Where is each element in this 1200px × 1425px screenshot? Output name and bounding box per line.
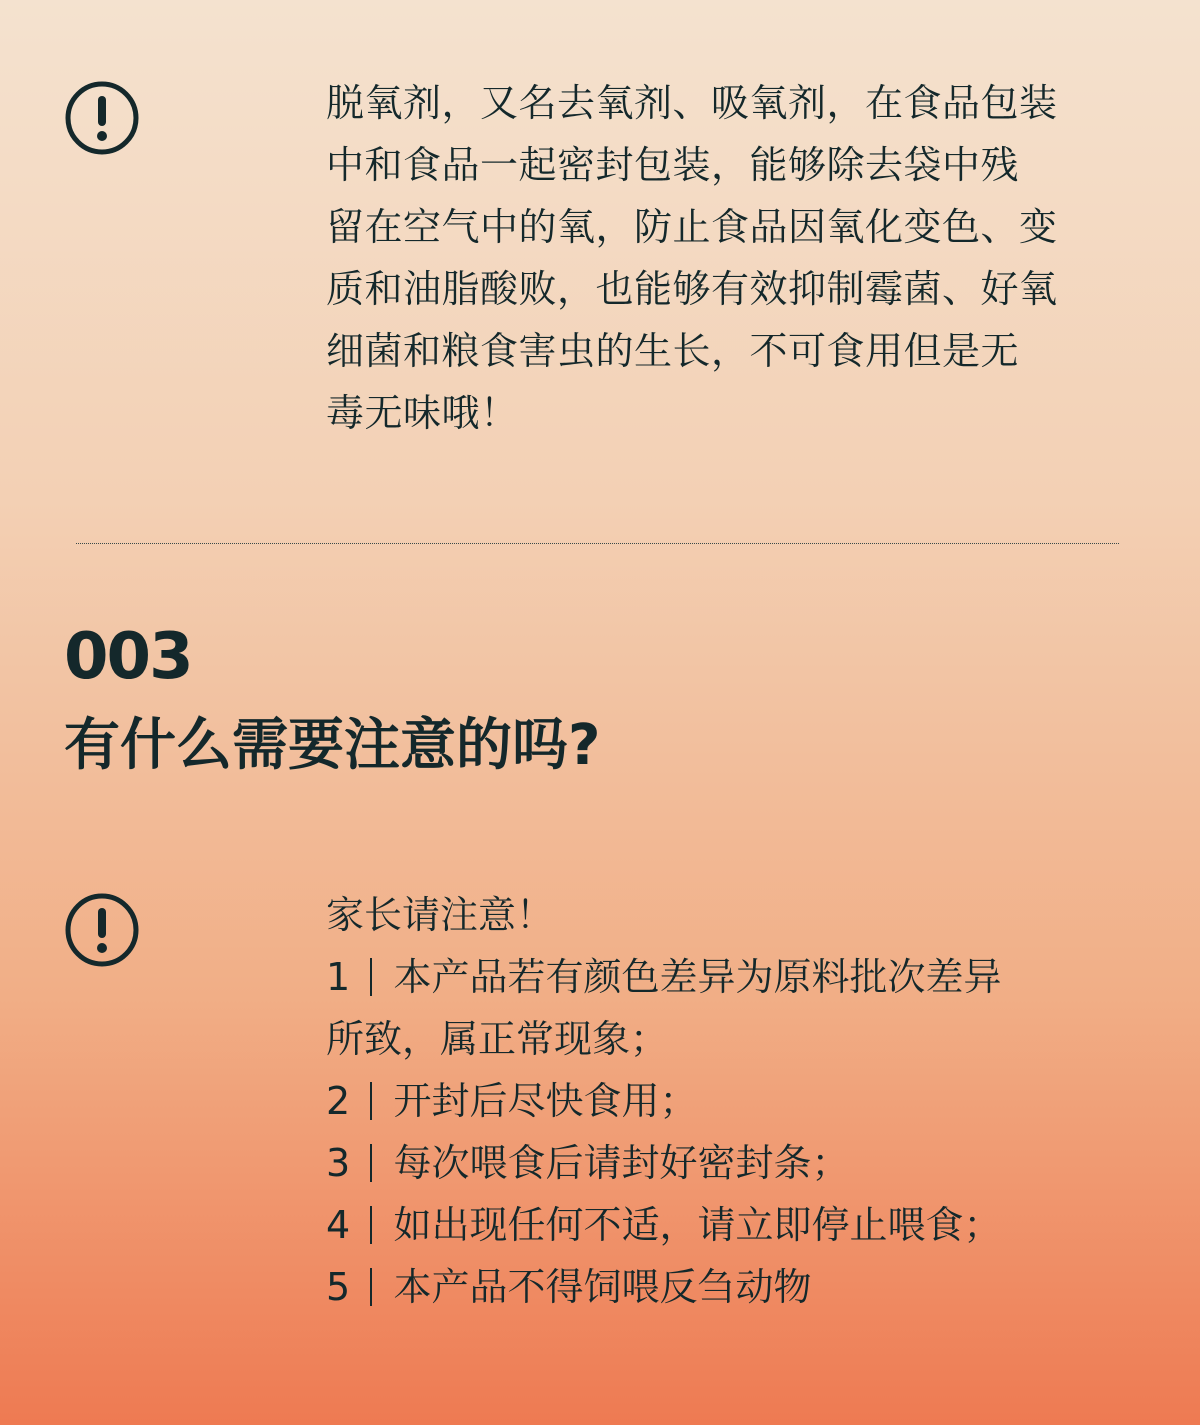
intro-line: 脱氧剂，又名去氧剂、吸氧剂，在食品包装: [326, 81, 1058, 125]
exclamation-circle-icon: [64, 892, 140, 968]
item-separator: [370, 1206, 372, 1244]
item-separator: [370, 1268, 372, 1306]
item-number: 1: [326, 955, 351, 999]
dotted-divider: [76, 543, 1119, 544]
item-text: 如出现任何不适，请立即停止喂食；: [393, 1203, 1002, 1247]
item-text: 本产品若有颜色差异为原料批次差异: [393, 955, 1002, 999]
list-item: [326, 946, 1156, 1008]
intro-line: 质和油脂酸败，也能够有效抑制霉菌、好氧: [326, 267, 1058, 311]
list-item: [326, 1194, 1156, 1256]
intro-line: 毒无味哦！: [326, 391, 519, 435]
list-item-continuation: 所致，属正常现象；: [326, 1017, 669, 1061]
intro-line: 中和食品一起密封包装，能够除去袋中残: [326, 143, 1020, 187]
item-separator: [370, 1082, 372, 1120]
item-text: 本产品不得饲喂反刍动物: [393, 1265, 812, 1309]
intro-line: 细菌和粮食害虫的生长，不可食用但是无: [326, 329, 1020, 373]
exclamation-circle-icon: [64, 80, 140, 156]
item-number: 2: [326, 1079, 351, 1123]
item-text: 每次喂食后请封好密封条；: [393, 1141, 850, 1185]
notice-heading: 家长请注意！: [326, 893, 555, 937]
item-number: 4: [326, 1203, 351, 1247]
item-number: 3: [326, 1141, 351, 1185]
intro-line: 留在空气中的氧，防止食品因氧化变色、变: [326, 205, 1058, 249]
item-separator: [370, 958, 372, 996]
notice-list: [326, 884, 1156, 1318]
list-item: [326, 1132, 1156, 1194]
item-separator: [370, 1144, 372, 1182]
list-item: [326, 1070, 1156, 1132]
section-number: 003: [64, 620, 192, 694]
section-title: 有什么需要注意的吗?: [64, 713, 601, 778]
list-item: [326, 1256, 1156, 1318]
intro-paragraph: [326, 72, 1126, 444]
item-text: 开封后尽快食用；: [393, 1079, 698, 1123]
item-number: 5: [326, 1265, 351, 1309]
